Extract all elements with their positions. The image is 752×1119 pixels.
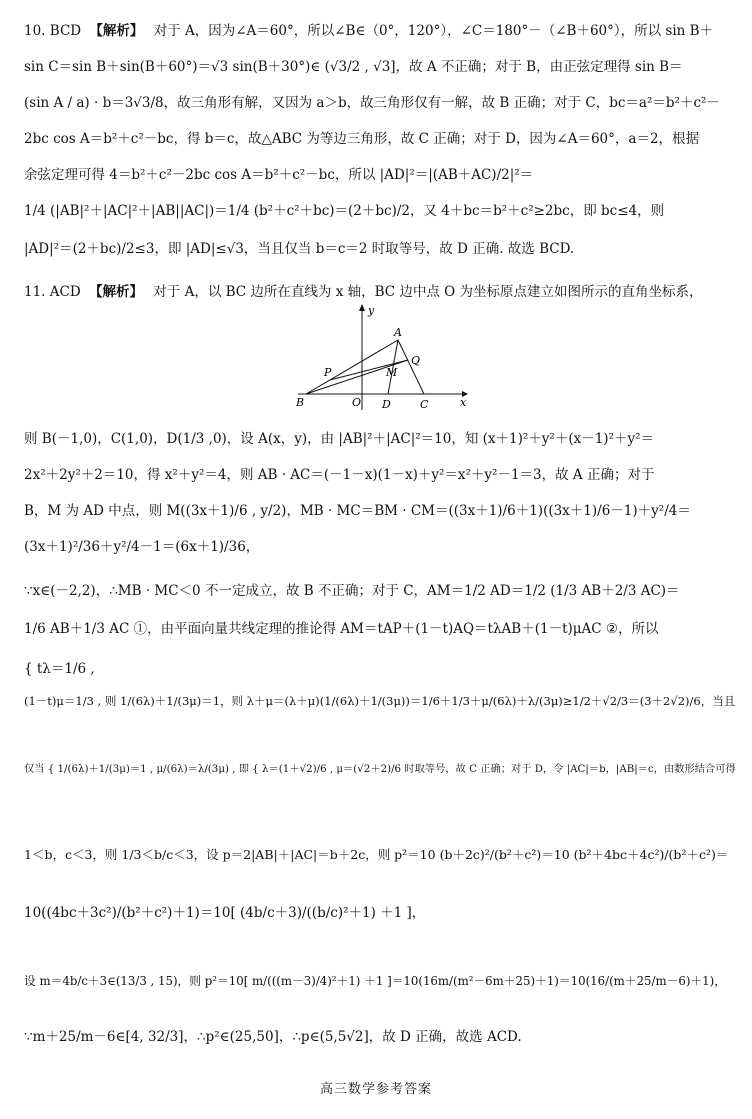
q11-number: 11. — [24, 284, 46, 300]
q10-line-5: 1/4 (|AB|²＋|AC|²＋|AB||AC|)＝1/4 (b²＋c²＋bc)＝(2＋bc)/2，又 4＋bc＝b²＋c²≥2bc，即 bc≤4，则 — [24, 203, 665, 219]
label-x: x — [460, 396, 467, 409]
segment-BA — [306, 340, 398, 394]
label-A: A — [394, 326, 402, 339]
q11-line-4: ∵x∈(－2,2)，∴MB · MC＜0 不一定成立，故 B 不正确；对于 C，AM＝1/2 AD＝1/2 (1/3 AB＋2/3 AC)＝ — [24, 583, 680, 599]
y-axis-arrow — [359, 304, 365, 311]
label-D: D — [382, 398, 391, 411]
label-M: M — [386, 366, 398, 379]
label-C: C — [420, 398, 429, 411]
q10-line-1: sin C＝sin B＋sin(B＋60°)＝√3 sin(B＋30°)∈ (√3/2 , √3]，故 A 不正确；对于 B，由正弦定理得 sin B＝ — [24, 59, 683, 75]
label-P: P — [324, 366, 332, 379]
q11-line-5: 1/6 AB＋1/3 AC ①，由平面向量共线定理的推论得 AM＝tAP＋(1－t)AQ＝tλAB＋(1－t)μAC ②，所以 — [24, 621, 659, 637]
q11-line-8: 仅当 { 1/(6λ)＋1/(3μ)＝1 , μ/(6λ)＝λ/(3μ) , 即 { λ＝(1＋√2)/6 , μ＝(√2＋2)/6 时取等号，故 C 正确；对于 D，令 |AC|＝b，|AB|＝c，由数形结合可得 — [24, 763, 736, 775]
q11-line-3: (3x＋1)²/36＋y²/4－1＝(6x＋1)/36， — [24, 539, 260, 555]
q11-line-10: 10((4bc＋3c²)/(b²＋c²)＋1)＝10[ (4b/c＋3)/((b/c)²＋1) ＋1 ]， — [24, 905, 426, 921]
coordinate-diagram — [296, 302, 476, 412]
q11-intro: 对于 A，以 BC 边所在直线为 x 轴，BC 边中点 O 为坐标原点建立如图所示的直角坐标系， — [153, 284, 703, 300]
q11-tag: 【解析】 — [88, 284, 143, 300]
page-footer: 高三数学参考答案 — [319, 1082, 432, 1097]
q11-line-9: 1＜b，c＜3，则 1/3＜b/c＜3，设 p＝2|AB|＋|AC|＝b＋2c，则 p²＝10 (b＋2c)²/(b²＋c²)＝10 (b²＋4bc＋4c²)/(b²＋c²)＝ — [24, 847, 729, 862]
q10-tag: 【解析】 — [89, 23, 144, 39]
q10-text: 对于 A，因为∠A＝60°，所以∠B∈（0°，120°），∠C＝180°－（∠B＋60°），所以 sin B＋ — [153, 23, 714, 39]
segment-AC — [398, 340, 424, 394]
q11-answer: ACD — [49, 284, 81, 300]
question-11-body — [24, 430, 736, 1060]
q11-line-6: { tλ＝1/6 , — [24, 661, 95, 677]
q11-line-7: (1－t)μ＝1/3 , 则 1/(6λ)＋1/(3μ)＝1，则 λ＋μ＝(λ＋μ)(1/(6λ)＋1/(3μ))＝1/6＋1/3＋μ/(6λ)＋λ/(3μ)≥1/2＋√2/3＝(3＋2√2)/6，当且 — [24, 694, 736, 708]
question-10 — [24, 22, 736, 272]
q10-line-4: 余弦定理可得 4＝b²＋c²－2bc cos A＝b²＋c²－bc，所以 |AD|²＝|(AB＋AC)/2|²＝ — [24, 167, 534, 183]
label-B: B — [296, 396, 305, 409]
label-O: O — [352, 396, 362, 409]
q11-line-1: 2x²＋2y²＋2＝10，得 x²＋y²＝4，则 AB · AC＝(－1－x)(1－x)＋y²＝x²＋y²－1＝3，故 A 正确；对于 — [24, 467, 655, 483]
q11-line-intro — [24, 283, 703, 301]
q11-line-0: 则 B(－1,0)，C(1,0)，D(1/3 ,0)，设 A(x，y)，由 |AB|²＋|AC|²＝10，知 (x＋1)²＋y²＋(x－1)²＋y²＝ — [24, 431, 655, 447]
label-y: y — [368, 304, 375, 317]
label-Q: Q — [411, 354, 421, 367]
q10-number: 10. — [24, 23, 46, 39]
q10-line-3: 2bc cos A＝b²＋c²－bc，得 b＝c，故△ABC 为等边三角形，故 C 正确；对于 D，因为∠A＝60°，a＝2，根据 — [24, 131, 700, 147]
q11-line-11: 设 m＝4b/c＋3∈(13/3 , 15)，则 p²＝10[ m/(((m－3)/4)²＋1) ＋1 ]＝10(16m/(m²－6m＋25)＋1)＝10(16/(m＋25/m－6)＋1)， — [24, 974, 726, 988]
q10-line-6: |AD|²＝(2＋bc)/2≤3，即 |AD|≤√3，当且仅当 b＝c＝2 时取等号，故 D 正确. 故选 BCD. — [24, 241, 575, 257]
q11-line-2: B，M 为 AD 中点，则 M((3x＋1)/6 , y/2)，MB · MC＝BM · CM＝((3x＋1)/6＋1)((3x＋1)/6－1)＋y²/4＝ — [24, 503, 691, 519]
q10-line-2: (sin A / a) · b＝3√3/8，故三角形有解，又因为 a＞b，故三角形仅有一解，故 B 正确；对于 C，bc＝a²＝b²＋c²－ — [24, 95, 720, 111]
q11-line-12: ∵m＋25/m－6∈[4, 32/3]，∴p²∈(25,50]，∴p∈(5,5√2]，故 D 正确，故选 ACD. — [24, 1029, 522, 1045]
q10-line-0 — [24, 22, 713, 40]
q10-answer: BCD — [49, 23, 82, 39]
